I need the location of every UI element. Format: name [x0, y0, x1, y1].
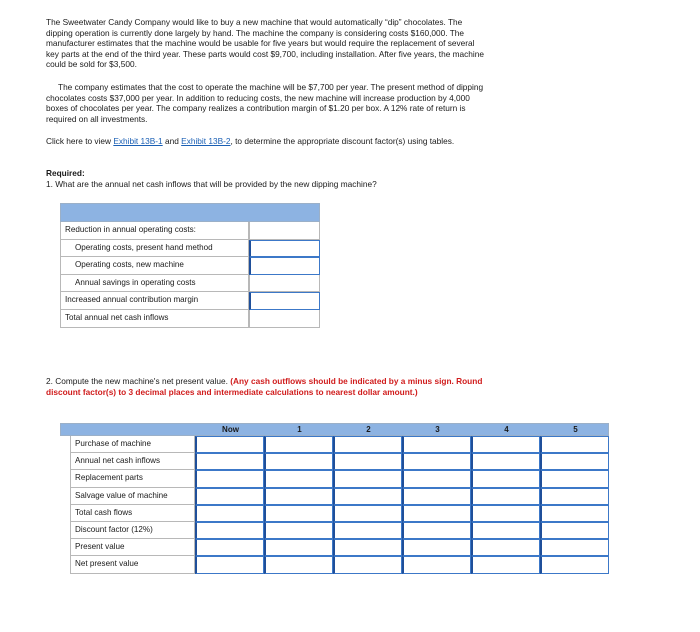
cell-year-4-input[interactable]	[471, 556, 540, 573]
table1-header	[60, 203, 320, 222]
cell-year-1-input[interactable]	[264, 488, 333, 505]
cell-year-5-input[interactable]	[540, 539, 609, 556]
cell-year-1-input[interactable]	[264, 470, 333, 487]
cell-year-3-input[interactable]	[402, 539, 471, 556]
table-row	[60, 505, 609, 522]
cell-year-1-input[interactable]	[264, 522, 333, 539]
exhibit-instructions	[46, 136, 486, 147]
table-row	[60, 539, 609, 556]
table-row	[60, 275, 320, 293]
cell-now-input[interactable]	[195, 505, 264, 522]
cell-year-1-input[interactable]	[264, 505, 333, 522]
cell-year-1-input[interactable]	[264, 539, 333, 556]
table-row	[60, 522, 609, 539]
exhibit-13b-2-link[interactable]: Exhibit 13B-2	[181, 136, 231, 146]
cell-now-input[interactable]	[195, 470, 264, 487]
table-row	[60, 292, 320, 310]
row-label: Net present value	[70, 556, 195, 573]
present-hand-method-input[interactable]	[249, 240, 320, 258]
cell-year-3-input[interactable]	[402, 436, 471, 453]
table-row	[60, 436, 609, 453]
cell-now-input[interactable]	[195, 453, 264, 470]
npv-table-body	[60, 436, 609, 574]
question-2-note: (Any cash outflows should be indicated by a minus sign. Round discount factor(s) to 3 decimal places and intermediate calculations to nearest dollar amount.)	[46, 376, 483, 397]
cell-year-4-input[interactable]	[471, 539, 540, 556]
table-row	[60, 310, 320, 328]
contribution-margin-input[interactable]	[249, 292, 320, 310]
row-label: Present value	[70, 539, 195, 556]
row-label: Total annual net cash inflows	[60, 310, 249, 328]
col-header-2: 2	[366, 425, 371, 434]
cell-year-5-input[interactable]	[540, 522, 609, 539]
exhibit-prefix: Click here to view	[46, 136, 114, 146]
required-section	[46, 168, 486, 189]
exhibit-and: and	[162, 136, 182, 146]
cell-year-2-input[interactable]	[333, 436, 402, 453]
question-2-text: 2. Compute the new machine's net present value.	[46, 376, 231, 386]
table-row	[60, 488, 609, 505]
cell-year-5-input[interactable]	[540, 556, 609, 573]
npv-table	[60, 423, 609, 574]
row-label: Annual savings in operating costs	[60, 275, 249, 293]
cell-year-2-input[interactable]	[333, 488, 402, 505]
cell-year-3-input[interactable]	[402, 470, 471, 487]
cell-year-2-input[interactable]	[333, 539, 402, 556]
row-label: Operating costs, present hand method	[60, 240, 249, 258]
cell-now-input[interactable]	[195, 539, 264, 556]
cell-year-1-input[interactable]	[264, 436, 333, 453]
cell-year-4-input[interactable]	[471, 436, 540, 453]
cell-year-1-input[interactable]	[264, 556, 333, 573]
table-row	[60, 222, 320, 240]
row-label: Total cash flows	[70, 505, 195, 522]
col-header-3: 3	[435, 425, 440, 434]
col-header-5: 5	[573, 425, 578, 434]
question-1: 1. What are the annual net cash inflows that will be provided by the new dipping machine?	[46, 178, 377, 189]
cell-year-1-input[interactable]	[264, 453, 333, 470]
cell-year-4-input[interactable]	[471, 522, 540, 539]
cell-year-3-input[interactable]	[402, 522, 471, 539]
row-label: Discount factor (12%)	[70, 522, 195, 539]
cell-year-3-input[interactable]	[402, 556, 471, 573]
problem-paragraph-1: The Sweetwater Candy Company would like to buy a new machine that would automatically “dip” chocolates. The dipping operation is currently done largely by hand. The machine the company is considering costs $160,000. The manufacturer estimates that the machine would be usable for five years but would require the replacement of several key parts at the end of the third year. These parts would cost $9,700, including installation. After five years, the machine could be sold for $3,500.	[46, 17, 484, 70]
table-row	[60, 556, 609, 573]
cell-year-5-input[interactable]	[540, 453, 609, 470]
annual-cash-inflows-table	[60, 203, 320, 328]
cell-year-4-input[interactable]	[471, 470, 540, 487]
table-row	[60, 240, 320, 258]
row-label: Salvage value of machine	[70, 488, 195, 505]
row-label: Purchase of machine	[70, 436, 195, 453]
row-label: Annual net cash inflows	[70, 453, 195, 470]
total-inflows-value	[249, 310, 320, 328]
cell-year-4-input[interactable]	[471, 488, 540, 505]
cell-year-5-input[interactable]	[540, 488, 609, 505]
row-label: Reduction in annual operating costs:	[60, 222, 249, 240]
exhibit-13b-1-link[interactable]: Exhibit 13B-1	[113, 136, 163, 146]
cell-year-2-input[interactable]	[333, 453, 402, 470]
cell-now-input[interactable]	[195, 556, 264, 573]
npv-table-header	[60, 423, 609, 436]
table-row	[60, 453, 609, 470]
cell-year-3-input[interactable]	[402, 488, 471, 505]
col-header-now: Now	[222, 425, 239, 434]
new-machine-cost-input[interactable]	[249, 257, 320, 275]
table-row	[60, 470, 609, 487]
cell-year-3-input[interactable]	[402, 505, 471, 522]
cell-year-2-input[interactable]	[333, 470, 402, 487]
exhibit-suffix: , to determine the appropriate discount factor(s) using tables.	[230, 136, 455, 146]
cell-year-3-input[interactable]	[402, 453, 471, 470]
table-row	[60, 257, 320, 275]
cell-year-4-input[interactable]	[471, 505, 540, 522]
cell-now-input[interactable]	[195, 522, 264, 539]
problem-paragraph-2: The company estimates that the cost to operate the machine will be $7,700 per year. The present method of dipping chocolates costs $37,000 per year. In addition to reducing costs, the new machine will increase production by 4,000 boxes of chocolates per year. The company realizes a contribution margin of $1.20 per box. A 12% rate of return is required on all investments.	[46, 82, 484, 124]
row-label: Replacement parts	[70, 470, 195, 487]
cell-year-2-input[interactable]	[333, 505, 402, 522]
cell-now-input[interactable]	[195, 488, 264, 505]
cell-year-5-input[interactable]	[540, 470, 609, 487]
cell-year-4-input[interactable]	[471, 453, 540, 470]
cell-year-5-input[interactable]	[540, 505, 609, 522]
required-title: Required:	[46, 168, 85, 178]
col-header-1: 1	[297, 425, 302, 434]
cell-now-input[interactable]	[195, 436, 264, 453]
annual-savings-value	[249, 275, 320, 293]
cell-year-2-input[interactable]	[333, 522, 402, 539]
row-value-static	[249, 222, 320, 240]
question-2	[46, 376, 486, 397]
row-label: Increased annual contribution margin	[60, 292, 249, 310]
cell-year-5-input[interactable]	[540, 436, 609, 453]
col-header-4: 4	[504, 425, 509, 434]
row-label: Operating costs, new machine	[60, 257, 249, 275]
cell-year-2-input[interactable]	[333, 556, 402, 573]
